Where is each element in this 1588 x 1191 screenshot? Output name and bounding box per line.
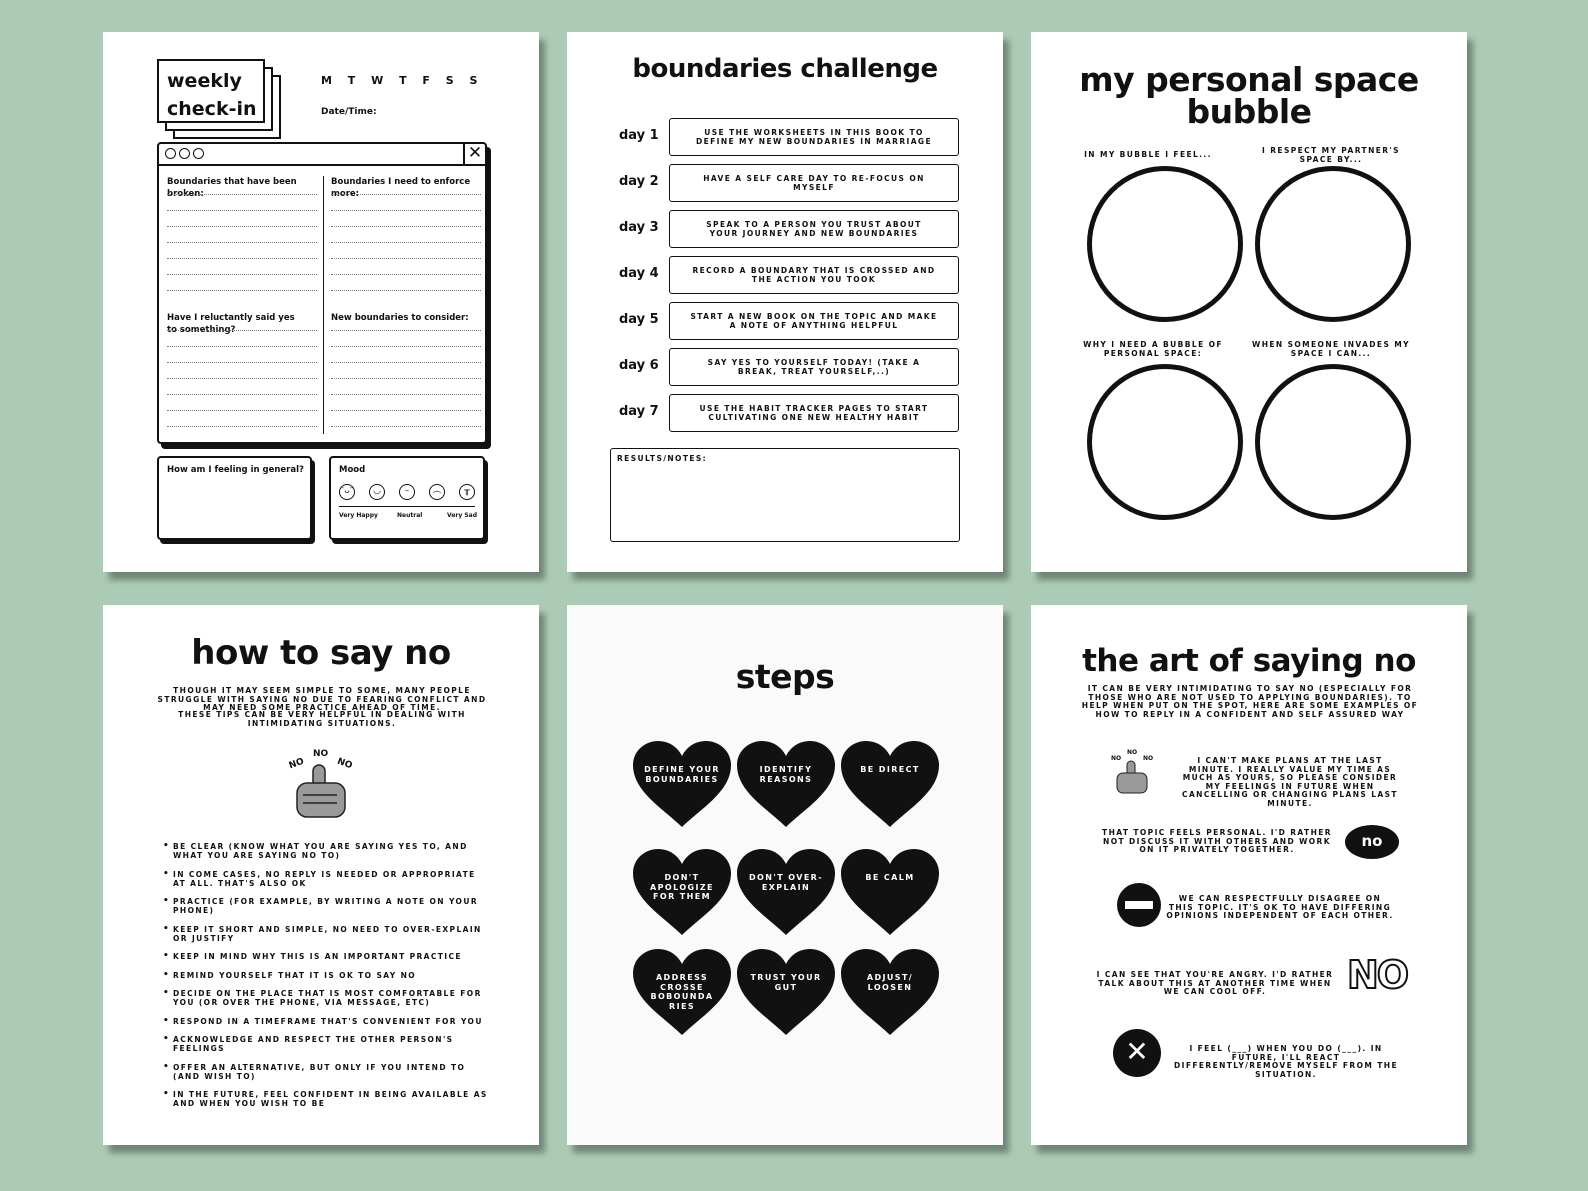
step-heart xyxy=(735,947,837,1037)
date-time-label: Date/Time: xyxy=(321,107,377,117)
art-title: the art of saying no xyxy=(1082,643,1416,679)
writing-line[interactable] xyxy=(167,362,317,363)
mood-label: Mood xyxy=(339,465,366,475)
reluctant-yes-label: Have I reluctantly said yes to something? xyxy=(167,313,295,335)
writing-line[interactable] xyxy=(167,242,317,243)
page-weekly-checkin xyxy=(103,32,539,572)
window-titlebar xyxy=(159,144,485,166)
no-speech-bubble-icon: no xyxy=(1345,825,1399,859)
sad-face-icon[interactable]: ︵ xyxy=(429,484,445,500)
no-word: NO xyxy=(1111,755,1122,762)
no-word: NO xyxy=(1127,749,1138,756)
page-how-to-say-no xyxy=(103,605,539,1145)
tip-item: • IN THE FUTURE, FEEL CONFIDENT IN BEING AVAILABLE AS AND WHEN YOU WISH TO BE xyxy=(163,1090,489,1108)
challenge-day-label: day 5 xyxy=(619,312,659,327)
tip-item: • DECIDE ON THE PLACE THAT IS MOST COMFORTABLE FOR YOU (OR OVER THE PHONE, VIA MESSAGE, ETC) xyxy=(163,989,489,1007)
challenge-day-label: day 3 xyxy=(619,220,659,235)
results-notes-box[interactable] xyxy=(610,448,960,542)
writing-line[interactable] xyxy=(331,210,481,211)
art-example-1: I CAN'T MAKE PLANS AT THE LAST MINUTE. I REALLY VALUE MY TIME AS MUCH AS YOURS, SO PLEASE CONSIDER MY FEELINGS IN FUTURE WHEN CANCELLING OR CHANGING PLANS LAST MINUTE. xyxy=(1182,756,1398,808)
writing-line[interactable] xyxy=(331,194,481,195)
no-word: NO xyxy=(335,756,354,772)
checkin-title-line2: check-in xyxy=(167,98,257,120)
challenge-task-box[interactable]: START A NEW BOOK ON THE TOPIC AND MAKE A NOTE OF ANYTHING HELPFUL xyxy=(669,302,959,340)
tip-item: • OFFER AN ALTERNATIVE, BUT ONLY IF YOU INTEND TO (AND WISH TO) xyxy=(163,1063,489,1081)
window-dot-icon xyxy=(165,148,176,159)
challenge-task-box[interactable]: USE THE HABIT TRACKER PAGES TO START CULTIVATING ONE NEW HEALTHY HABIT xyxy=(669,394,959,432)
step-heart xyxy=(735,847,837,937)
art-example-5: I FEEL (___) WHEN YOU DO (___). IN FUTURE, I'LL REACT DIFFERENTLY/REMOVE MYSELF FROM THE SITUATION. xyxy=(1174,1044,1398,1079)
heart-icon xyxy=(631,739,733,829)
heart-icon xyxy=(839,947,941,1037)
writing-line[interactable] xyxy=(331,226,481,227)
checkin-title-line1: weekly xyxy=(167,70,242,92)
mood-scale-neutral: Neutral xyxy=(397,512,423,519)
writing-line[interactable] xyxy=(167,274,317,275)
writing-line[interactable] xyxy=(167,194,317,195)
x-circle-icon: ✕ xyxy=(1113,1029,1161,1077)
step-heart-label: BE DIRECT xyxy=(860,765,920,774)
challenge-task-box[interactable]: SAY YES TO YOURSELF TODAY! (TAKE A BREAK, TREAT YOURSELF,..) xyxy=(669,348,959,386)
tips-list xyxy=(163,842,489,1118)
tip-item: • KEEP IN MIND WHY THIS IS AN IMPORTANT PRACTICE xyxy=(163,952,489,961)
step-heart-label: BE CALM xyxy=(865,873,915,882)
heart-icon xyxy=(839,739,941,829)
no-outline-text: NO xyxy=(1347,953,1408,997)
challenge-day-label: day 2 xyxy=(619,174,659,189)
weekday-selector[interactable]: M T W T F S S xyxy=(321,74,479,87)
step-heart xyxy=(839,739,941,829)
step-heart-label: ADJUST/ LOOSEN xyxy=(866,973,914,992)
bubble-why-label: WHY I NEED A BUBBLE OF PERSONAL SPACE: xyxy=(1083,340,1223,358)
sayno-intro: THOUGH IT MAY SEEM SIMPLE TO SOME, MANY PEOPLE STRUGGLE WITH SAYING NO DUE TO FEARING CONFLICT AND MAY NEED SOME PRACTICE AHEAD OF TIME. xyxy=(157,686,487,712)
laughing-face-icon[interactable]: ᵔᴗᵔ xyxy=(339,484,355,500)
writing-line[interactable] xyxy=(331,394,481,395)
heart-icon xyxy=(839,847,941,937)
sayno-title: how to say no xyxy=(191,633,451,673)
challenge-title: boundaries challenge xyxy=(632,54,938,84)
bubble-circle[interactable] xyxy=(1255,166,1411,322)
bubble-respect-label: I RESPECT MY PARTNER'S SPACE BY... xyxy=(1262,146,1400,164)
step-heart-label: TRUST YOUR GUT xyxy=(750,973,822,992)
writing-line[interactable] xyxy=(331,242,481,243)
new-boundaries-label: New boundaries to consider: xyxy=(331,313,469,323)
enforce-boundaries-label: Boundaries I need to enforce more: xyxy=(331,177,471,199)
broken-boundaries-label: Boundaries that have been broken: xyxy=(167,177,297,199)
challenge-task-box[interactable]: USE THE WORKSHEETS IN THIS BOOK TO DEFINE MY NEW BOUNDARIES IN MARRIAGE xyxy=(669,118,959,156)
page-personal-space-bubble xyxy=(1031,32,1467,572)
page-boundaries-challenge xyxy=(567,32,1003,572)
tip-item: • RESPOND IN A TIMEFRAME THAT'S CONVENIENT FOR YOU xyxy=(163,1017,489,1026)
minus-circle-icon xyxy=(1117,883,1161,927)
crying-face-icon[interactable]: ╥ xyxy=(459,484,475,500)
challenge-day-label: day 6 xyxy=(619,358,659,373)
no-word: NO xyxy=(313,749,329,759)
writing-line[interactable] xyxy=(331,330,481,331)
step-heart-label: ADDRESS CROSSE BOBOUNDA RIES xyxy=(650,973,714,1011)
step-heart xyxy=(631,947,733,1037)
bubble-title-line2: bubble xyxy=(1186,92,1312,131)
page-steps xyxy=(567,605,1003,1145)
heart-icon xyxy=(735,947,837,1037)
writing-line[interactable] xyxy=(167,226,317,227)
writing-line[interactable] xyxy=(167,378,317,379)
tip-item: • IN COME CASES, NO REPLY IS NEEDED OR APPROPRIATE AT ALL. THAT'S ALSO OK xyxy=(163,870,489,888)
step-heart xyxy=(631,847,733,937)
mood-scale-very-sad: Very Sad xyxy=(447,512,478,519)
page-art-of-saying-no xyxy=(1031,605,1467,1145)
window-dot-icon xyxy=(193,148,204,159)
step-heart-label: DON'T OVER-EXPLAIN xyxy=(749,873,823,892)
results-notes-label: RESULTS/NOTES: xyxy=(617,454,708,463)
hand-no-icon xyxy=(289,749,359,823)
writing-line[interactable] xyxy=(167,210,317,211)
art-intro: IT CAN BE VERY INTIMIDATING TO SAY NO (ESPECIALLY FOR THOSE WHO ARE NOT USED TO APPLYING BOUNDARIES). TO HELP WHEN PUT ON THE SPOT, HERE ARE SOME EXAMPLES OF HOW TO REPLY IN A CONFIDENT AND SELF ASSURED WAY xyxy=(1081,684,1419,719)
writing-line[interactable] xyxy=(167,258,317,259)
heart-icon xyxy=(735,739,837,829)
bubble-title xyxy=(1031,60,1467,131)
writing-line[interactable] xyxy=(167,394,317,395)
bubble-circle[interactable] xyxy=(1087,166,1243,322)
challenge-task-box[interactable]: HAVE A SELF CARE DAY TO RE-FOCUS ON MYSELF xyxy=(669,164,959,202)
writing-line[interactable] xyxy=(331,410,481,411)
writing-line[interactable] xyxy=(167,410,317,411)
challenge-task-box[interactable]: RECORD A BOUNDARY THAT IS CROSSED AND THE ACTION YOU TOOK xyxy=(669,256,959,294)
neutral-face-icon[interactable]: – xyxy=(399,484,415,500)
bubble-invade-label: WHEN SOMEONE INVADES MY SPACE I CAN... xyxy=(1252,340,1410,358)
steps-title: steps xyxy=(735,657,835,696)
heart-icon xyxy=(735,847,837,937)
writing-line[interactable] xyxy=(331,258,481,259)
feeling-card[interactable] xyxy=(157,456,312,540)
writing-line[interactable] xyxy=(331,274,481,275)
step-heart-label: DON'T APOLOGIZE FOR THEM xyxy=(650,873,714,901)
smile-face-icon[interactable]: ◡ xyxy=(369,484,385,500)
step-heart xyxy=(631,739,733,829)
writing-line[interactable] xyxy=(331,290,481,291)
close-icon[interactable]: ✕ xyxy=(463,144,485,164)
art-example-4: I CAN SEE THAT YOU'RE ANGRY. I'D RATHER TALK ABOUT THIS AT ANOTHER TIME WHEN WE CAN COOL OFF. xyxy=(1096,970,1334,996)
writing-line[interactable] xyxy=(331,346,481,347)
writing-line[interactable] xyxy=(167,290,317,291)
step-heart xyxy=(839,947,941,1037)
bubble-circle[interactable] xyxy=(1255,364,1411,520)
no-word: NO xyxy=(287,756,306,772)
checkin-window xyxy=(157,142,487,444)
bubble-feel-label: IN MY BUBBLE I FEEL... xyxy=(1084,150,1212,159)
step-heart xyxy=(735,739,837,829)
bubble-title-line1: my personal space xyxy=(1079,60,1419,99)
feeling-label: How am I feeling in general? xyxy=(167,465,304,475)
column-divider xyxy=(323,176,324,434)
writing-line[interactable] xyxy=(331,362,481,363)
art-example-3: WE CAN RESPECTFULLY DISAGREE ON THIS TOPIC. IT'S OK TO HAVE DIFFERING OPINIONS INDEPENDENT OF EACH OTHER. xyxy=(1166,894,1394,920)
mood-card xyxy=(329,456,485,540)
mood-scale-very-happy: Very Happy xyxy=(339,512,378,519)
writing-line[interactable] xyxy=(167,426,317,427)
art-example-2: THAT TOPIC FEELS PERSONAL. I'D RATHER NOT DISCUSS IT WITH OTHERS AND WORK ON IT PRIVATELY TOGETHER. xyxy=(1102,828,1332,854)
no-word: NO xyxy=(1143,755,1154,762)
tip-item: • ACKNOWLEDGE AND RESPECT THE OTHER PERSON'S FEELINGS xyxy=(163,1035,489,1053)
window-dot-icon xyxy=(179,148,190,159)
checkin-title xyxy=(157,59,265,123)
step-heart-label: IDENTIFY REASONS xyxy=(759,765,813,784)
tip-item: • PRACTICE (FOR EXAMPLE, BY WRITING A NOTE ON YOUR PHONE) xyxy=(163,897,489,915)
writing-line[interactable] xyxy=(331,378,481,379)
writing-line[interactable] xyxy=(167,330,317,331)
writing-line[interactable] xyxy=(167,346,317,347)
writing-line[interactable] xyxy=(331,426,481,427)
tip-item: • KEEP IT SHORT AND SIMPLE, NO NEED TO OVER-EXPLAIN OR JUSTIFY xyxy=(163,925,489,943)
challenge-day-label: day 7 xyxy=(619,404,659,419)
step-heart xyxy=(839,847,941,937)
challenge-day-label: day 4 xyxy=(619,266,659,281)
challenge-day-label: day 1 xyxy=(619,128,659,143)
bubble-circle[interactable] xyxy=(1087,364,1243,520)
step-heart-label: DEFINE YOUR BOUNDARIES xyxy=(644,765,720,784)
tip-item: • REMIND YOURSELF THAT IT IS OK TO SAY NO xyxy=(163,971,489,980)
challenge-task-box[interactable]: SPEAK TO A PERSON YOU TRUST ABOUT YOUR JOURNEY AND NEW BOUNDARIES xyxy=(669,210,959,248)
mood-scale-line xyxy=(339,506,475,507)
sayno-intro-2: THESE TIPS CAN BE VERY HELPFUL IN DEALING WITH INTIMIDATING SITUATIONS. xyxy=(178,710,466,728)
hand-no-icon xyxy=(1111,749,1155,795)
tip-item: • BE CLEAR (KNOW WHAT YOU ARE SAYING YES TO, AND WHAT YOU ARE SAYING NO TO) xyxy=(163,842,489,860)
